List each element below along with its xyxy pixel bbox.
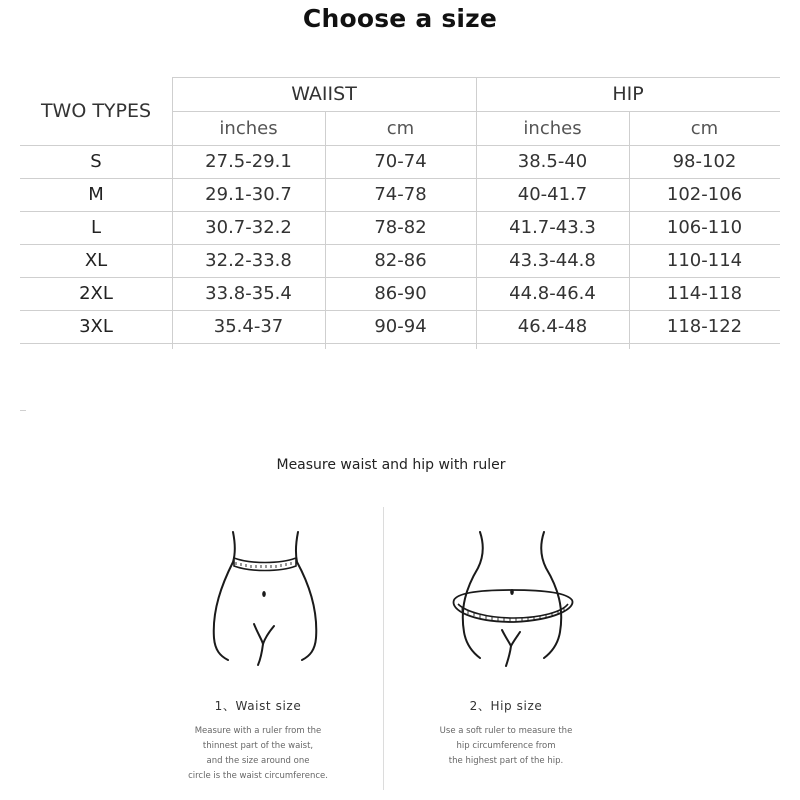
size-label: 3XL: [79, 316, 113, 337]
hip-inches-cell: 38.5-40: [517, 151, 588, 172]
size-table: [0, 0, 800, 360]
hip-cm-cell: 106-110: [666, 217, 743, 238]
waist-cm-header: cm: [386, 117, 415, 139]
hip-inches-cell: 44.8-46.4: [509, 283, 596, 304]
measure-instructions-title: Measure waist and hip with ruler: [276, 457, 506, 473]
hip-figure-illustration: [444, 528, 584, 668]
tape-measure: [454, 590, 573, 622]
size-label: 2XL: [79, 283, 113, 304]
hip-cm-header: cm: [690, 117, 719, 139]
waist-cm-cell: 82-86: [374, 250, 427, 271]
waist-cm-cell: 78-82: [374, 217, 427, 238]
page-title: Choose a size: [302, 4, 498, 33]
waist-cm-cell: 86-90: [374, 283, 427, 304]
waist-group-header: WAIIST: [291, 83, 357, 105]
size-label: M: [88, 184, 104, 205]
waist-size-description: Measure with a ruler from the thinnest part of the waist, and the size around one circle is the waist circumference.: [188, 726, 328, 781]
divider-mark: [20, 410, 26, 411]
types-label: TWO TYPES: [40, 100, 152, 122]
waist-size-caption: 1、Waist size: [214, 699, 302, 713]
size-label: XL: [84, 250, 108, 271]
waist-inches-cell: 32.2-33.8: [205, 250, 292, 271]
hip-inches-cell: 43.3-44.8: [509, 250, 596, 271]
hip-inches-header: inches: [523, 117, 582, 139]
waist-inches-cell: 29.1-30.7: [205, 184, 292, 205]
hip-size-description: Use a soft ruler to measure the hip circumference from the highest part of the hip.: [439, 726, 573, 766]
waist-cm-cell: 74-78: [374, 184, 427, 205]
waist-cm-cell: 70-74: [374, 151, 427, 172]
size-label: L: [90, 217, 102, 238]
hip-cm-cell: 118-122: [666, 316, 743, 337]
waist-inches-cell: 30.7-32.2: [205, 217, 292, 238]
hip-cm-cell: 102-106: [666, 184, 743, 205]
hip-group-header: HIP: [612, 83, 644, 105]
table-line: [20, 343, 780, 344]
hip-inches-cell: 40-41.7: [517, 184, 588, 205]
tape-measure: [234, 558, 296, 571]
hip-inches-cell: 41.7-43.3: [509, 217, 596, 238]
hip-cm-cell: 114-118: [666, 283, 743, 304]
waist-figure-illustration: [200, 528, 322, 668]
hip-cm-cell: 110-114: [666, 250, 743, 271]
waist-inches-header: inches: [219, 117, 278, 139]
hip-size-caption: 2、Hip size: [469, 699, 543, 713]
panel-divider: [383, 507, 384, 790]
hip-cm-cell: 98-102: [672, 151, 737, 172]
hip-inches-cell: 46.4-48: [517, 316, 588, 337]
size-label: S: [90, 151, 102, 172]
waist-inches-cell: 27.5-29.1: [205, 151, 292, 172]
waist-inches-cell: 35.4-37: [213, 316, 284, 337]
waist-inches-cell: 33.8-35.4: [205, 283, 292, 304]
waist-cm-cell: 90-94: [374, 316, 427, 337]
